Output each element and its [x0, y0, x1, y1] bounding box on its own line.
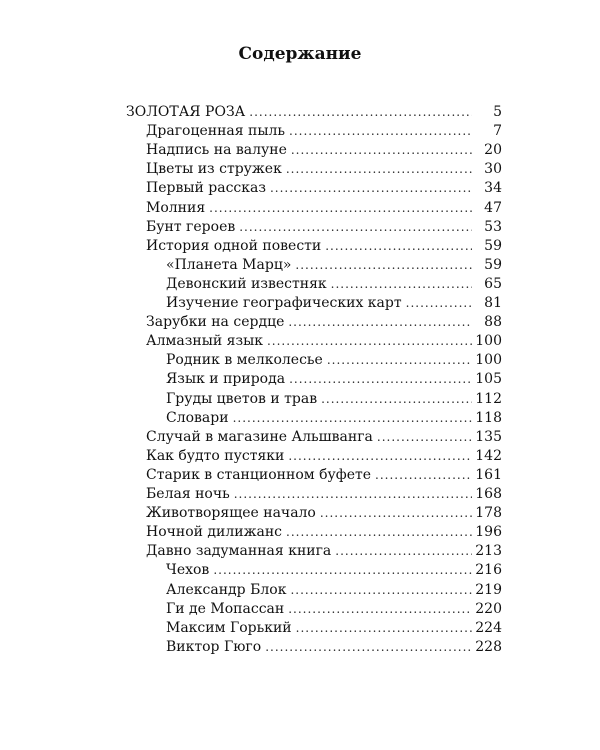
toc-entry[interactable] [166, 390, 472, 409]
toc-entry-title: Ночной дилижанс [146, 524, 283, 540]
toc-entry[interactable] [166, 275, 472, 294]
dot-leader [239, 218, 472, 237]
toc-entry-title: История одной повести [146, 238, 322, 254]
toc-entry-title: Первый рассказ [146, 180, 266, 196]
dot-leader [289, 122, 472, 141]
toc-entry-title: Случай в магазине Альшванга [146, 429, 373, 445]
toc-entry-title: Давно задуманная книга [146, 543, 332, 559]
toc-entry[interactable] [146, 199, 472, 218]
toc-page-number: 59 [484, 257, 502, 273]
toc-entry-title: Зарубки на сердце [146, 314, 285, 330]
dot-leader [209, 199, 472, 218]
dot-leader [327, 351, 472, 370]
toc-page-number: 88 [484, 314, 502, 330]
toc-page-number: 112 [475, 391, 502, 407]
toc-entry-title: Максим Горький [166, 620, 292, 636]
toc-entry-title: Животворящее начало [146, 505, 316, 521]
toc-entry[interactable] [166, 256, 472, 275]
toc-page-number: 135 [475, 429, 502, 445]
toc-entry[interactable] [166, 351, 472, 370]
toc-entry[interactable] [166, 409, 472, 428]
toc-entry[interactable] [146, 141, 472, 160]
dot-leader [291, 141, 472, 160]
toc-entry[interactable] [166, 370, 472, 389]
toc-page-number: 47 [484, 200, 502, 216]
toc-page-number: 178 [475, 505, 502, 521]
dot-leader [289, 370, 472, 389]
dot-leader [331, 275, 472, 294]
toc-page-number: 168 [475, 486, 502, 502]
toc-entry-title: Родник в мелколесье [166, 352, 323, 368]
toc-entry[interactable] [146, 485, 472, 504]
toc-entry-title: «Планета Марц» [166, 257, 292, 273]
toc-entry-title: Старик в станционном буфете [146, 467, 372, 483]
toc-page-number: 100 [475, 352, 502, 368]
toc-page-number: 34 [484, 180, 502, 196]
toc-entry[interactable] [126, 103, 472, 122]
dot-leader [335, 542, 472, 561]
dot-leader [377, 428, 472, 447]
toc-entry-title: Александр Блок [166, 582, 287, 598]
toc-page-number: 100 [475, 333, 502, 349]
dot-leader [233, 409, 472, 428]
toc-entry-title: Груды цветов и трав [166, 391, 318, 407]
toc-page-number: 216 [475, 562, 502, 578]
toc-entry[interactable] [166, 619, 472, 638]
toc-entry-title: Надпись на валуне [146, 142, 287, 158]
dot-leader [265, 638, 472, 657]
dot-leader [321, 390, 472, 409]
dot-leader [325, 237, 472, 256]
toc-entry-title: Бунт героев [146, 219, 236, 235]
toc-page-number: 219 [475, 582, 502, 598]
toc-entry[interactable] [166, 581, 472, 600]
dot-leader [288, 447, 472, 466]
toc-page-number: 7 [493, 123, 502, 139]
toc-page-number: 213 [475, 543, 502, 559]
dot-leader [288, 600, 472, 619]
toc-entry-title: Язык и природа [166, 371, 286, 387]
dot-leader [288, 313, 472, 332]
toc-page-number: 196 [475, 524, 502, 540]
toc-entry[interactable] [146, 523, 472, 542]
toc-entry-title: Ги де Мопассан [166, 601, 285, 617]
toc-entry-title: Чехов [166, 562, 210, 578]
toc-entry[interactable] [166, 638, 472, 657]
toc-page-number: 65 [484, 276, 502, 292]
dot-leader [286, 523, 472, 542]
toc-page-number: 20 [484, 142, 502, 158]
dot-leader [267, 332, 472, 351]
dot-leader [234, 485, 472, 504]
toc-page-number: 5 [493, 104, 502, 120]
toc-entry[interactable] [146, 332, 472, 351]
toc-page-number: 81 [484, 295, 502, 311]
toc-entry[interactable] [146, 218, 472, 237]
toc-entry[interactable] [146, 160, 472, 179]
toc-entry[interactable] [166, 294, 472, 313]
toc-page-number: 161 [475, 467, 502, 483]
page-title: Содержание [238, 44, 362, 64]
dot-leader [296, 619, 472, 638]
toc-page-number: 142 [475, 448, 502, 464]
toc-entry[interactable] [146, 447, 472, 466]
dot-leader [249, 103, 472, 122]
toc-page-number: 59 [484, 238, 502, 254]
dot-leader [295, 256, 472, 275]
toc-page-number: 105 [475, 371, 502, 387]
dot-leader [375, 466, 472, 485]
toc-entry-title: Девонский известняк [166, 276, 327, 292]
dot-leader [286, 160, 472, 179]
toc-entry-title: Белая ночь [146, 486, 230, 502]
dot-leader [213, 561, 472, 580]
dot-leader [290, 581, 472, 600]
toc-entry-title: Виктор Гюго [166, 639, 262, 655]
toc-entry-title: Как будто пустяки [146, 448, 285, 464]
dot-leader [270, 179, 472, 198]
toc-page-number: 30 [484, 161, 502, 177]
toc-page-number: 118 [475, 410, 502, 426]
toc-entry[interactable] [146, 466, 472, 485]
toc-entry[interactable] [166, 561, 472, 580]
toc-page-number: 228 [475, 639, 502, 655]
toc-entry[interactable] [166, 600, 472, 619]
toc-page-number: 220 [475, 601, 502, 617]
toc-entry-title: Словари [166, 410, 229, 426]
toc-entry[interactable] [146, 122, 472, 141]
toc-entry-title: ЗОЛОТАЯ РОЗА [126, 104, 246, 120]
toc-entry[interactable] [146, 179, 472, 198]
toc-entry[interactable] [146, 237, 472, 256]
toc-entry-title: Молния [146, 200, 206, 216]
toc-entry-title: Драгоценная пыль [146, 123, 286, 139]
toc-entry-title: Изучение географических карт [166, 295, 402, 311]
toc-entry[interactable] [146, 313, 472, 332]
toc-entry[interactable] [146, 504, 472, 523]
toc-page-number: 53 [484, 219, 502, 235]
dot-leader [320, 504, 472, 523]
toc-page-number: 224 [475, 620, 502, 636]
toc-entry-title: Алмазный язык [146, 333, 263, 349]
toc-entry[interactable] [146, 428, 472, 447]
toc-entry-title: Цветы из стружек [146, 161, 282, 177]
toc-entry[interactable] [146, 542, 472, 561]
